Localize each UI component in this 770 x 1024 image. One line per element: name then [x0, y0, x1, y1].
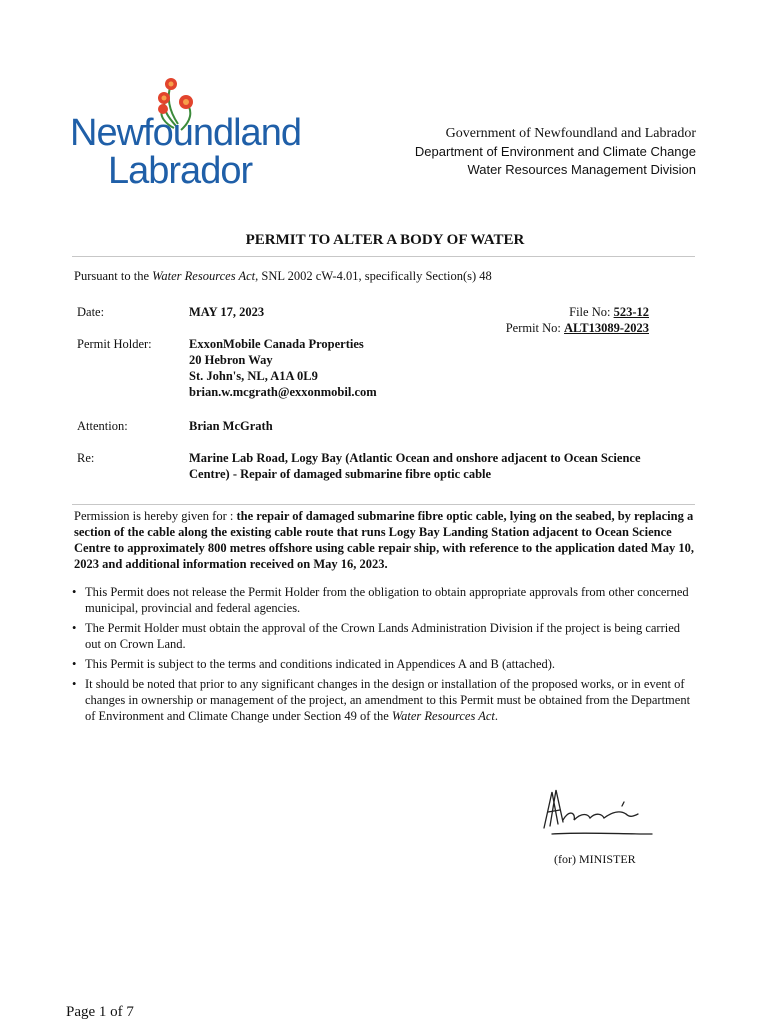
- condition-text: It should be noted that prior to any significant changes in the design or installation of the proposed works, or in event of changes in ownership or management of the project, an amendment to this Permit must be obtained from the Department of Environment and Climate Change under Section 49 of the: [85, 677, 691, 723]
- page-number: Page 1 of 7: [66, 1004, 134, 1020]
- minister-signature: [530, 784, 660, 840]
- file-number-line: [506, 304, 649, 320]
- division-name: Water Resources Management Division: [467, 162, 696, 177]
- permit-holder-block: [189, 336, 377, 400]
- permission-prefix: Permission is hereby given for :: [74, 509, 237, 523]
- handwritten-signature-icon: [530, 784, 660, 840]
- condition-item: [72, 676, 692, 724]
- date-value: MAY 17, 2023: [189, 305, 265, 319]
- re-line-1: Marine Lab Road, Logy Bay (Atlantic Ocean and onshore adjacent to Ocean Science: [189, 451, 641, 465]
- document-title: PERMIT TO ALTER A BODY OF WATER: [245, 232, 525, 248]
- permission-paragraph: [74, 508, 694, 572]
- condition-item: • The Permit Holder must obtain the approval of the Crown Lands Administration Division if the project is being carried out on Crown Land.: [72, 620, 692, 652]
- condition-item: • This Permit does not release the Permit Holder from the obligation to obtain appropriate approvals from other concerned municipal, provincial and federal agencies.: [72, 584, 692, 616]
- file-number-label: File No:: [569, 305, 614, 319]
- nl-government-logo: [70, 76, 301, 196]
- re-subject: [189, 450, 641, 482]
- department-name: Department of Environment and Climate Change: [414, 144, 696, 159]
- permit-number-label: Permit No:: [505, 321, 565, 335]
- attention-value: Brian McGrath: [189, 419, 273, 433]
- permit-holder-label: Permit Holder:: [77, 337, 152, 351]
- permission-body: the repair of damaged submarine fibre optic cable, lying on the seabed, by replacing a section of the cable along the existing cable route that runs Logy Bay Landing Station adjacent to Ocean Science Centre to approximately 800 metres offshore using cable repair ship, with reference to the application dated May 10, 2023 and additional information received on May 16, 2023.: [74, 509, 694, 571]
- permit-number-value: ALT13089-2023: [564, 321, 649, 335]
- condition-end: .: [494, 709, 498, 723]
- pursuant-line: [74, 268, 492, 284]
- pursuant-suffix: , SNL 2002 cW-4.01, specifically Section(s) 48: [255, 269, 492, 283]
- logo-word-newfoundland: Newfoundland: [70, 112, 301, 154]
- condition-item: • This Permit is subject to the terms and conditions indicated in Appendices A and B (attached).: [72, 656, 692, 672]
- signature-caption: (for) MINISTER: [554, 852, 636, 866]
- file-permit-block: [506, 304, 649, 336]
- conditions-list: [72, 584, 692, 728]
- act-name: Water Resources Act: [152, 269, 256, 283]
- section-divider: [72, 504, 695, 505]
- file-number-value: 523-12: [613, 305, 649, 319]
- government-header: [415, 125, 696, 179]
- title-divider: [72, 256, 695, 257]
- date-label: Date:: [77, 305, 105, 319]
- pursuant-prefix: Pursuant to the: [74, 269, 153, 283]
- holder-name: ExxonMobile Canada Properties: [189, 337, 364, 351]
- act-name: Water Resources Act: [391, 709, 495, 723]
- re-label: Re:: [77, 451, 95, 465]
- holder-city: St. John's, NL, A1A 0L9: [189, 369, 318, 383]
- permit-number-line: [506, 320, 649, 336]
- re-line-2: Centre) - Repair of damaged submarine fibre optic cable: [189, 467, 492, 481]
- government-name: Government of Newfoundland and Labrador: [445, 126, 696, 141]
- logo-word-labrador: Labrador: [108, 150, 253, 192]
- attention-label: Attention:: [77, 419, 128, 433]
- holder-email: brian.w.mcgrath@exxonmobil.com: [189, 385, 377, 399]
- holder-street: 20 Hebron Way: [189, 353, 273, 367]
